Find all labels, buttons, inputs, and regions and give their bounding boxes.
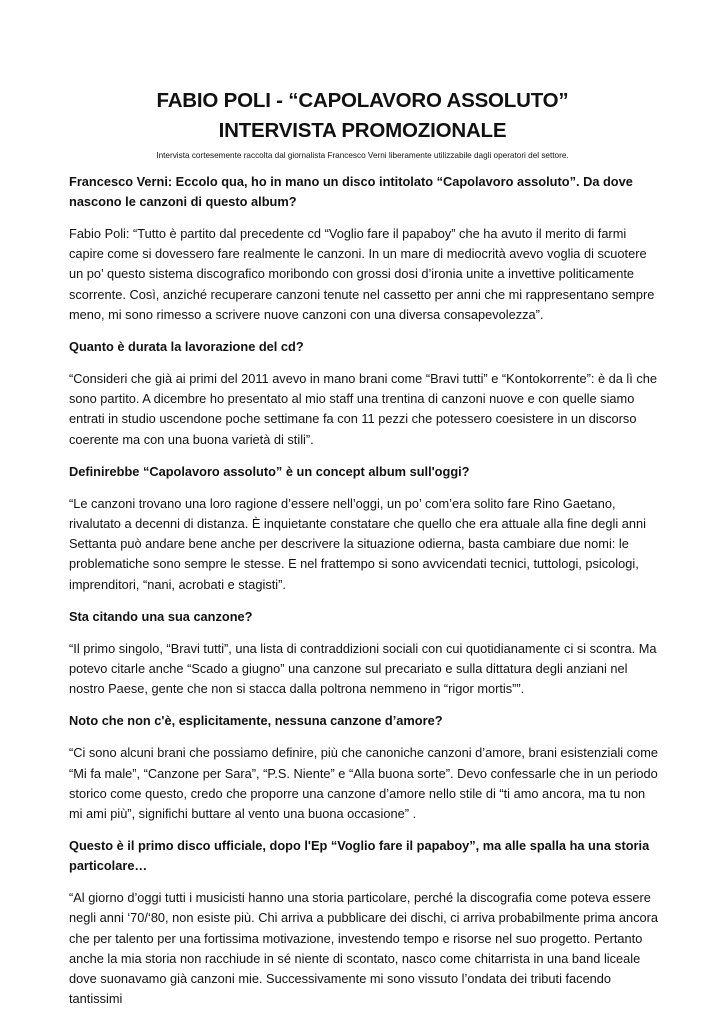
question-3: Definirebbe “Capolavoro assoluto” è un concept album sull'oggi? [69, 463, 470, 479]
question-5: Noto che non c'è, esplicitamente, nessuna canzone d’amore? [69, 713, 443, 729]
interview-body [69, 172, 659, 1021]
answer-2: “Consideri che già ai primi del 2011 avevo in mano brani come “Bravi tutti” e “Kontokorrente”: è da lì che sono partito. A dicembre ho presentato al mio staff una trentina di canzoni nuove e con quelle siamo entrati in studio uscendone poche settimane fa con 11 pezzi che potessero coesistere in un discorso coerente ma con una buona varietà di stili”. [69, 371, 657, 447]
answer-3: “Le canzoni trovano una loro ragione d’essere nell’oggi, un po’ com’era solito fare Rino Gaetano, rivalutato a decenni di distanza. È inquietante constatare che quello che era attuale alla fine degli anni Settanta può andare bene anche per descrivere la situazione odierna, basta cambiare due nomi: le problematiche sono sempre le stesse. E nel frattempo si sono avvicendati tecnici, tuttologi, psicologi, imprenditori, “nani, acrobati e stagisti”. [69, 495, 646, 592]
answer-6: “Al giorno d’oggi tutti i musicisti hanno una storia particolare, perché la discografia come poteva essere negli anni ‘70/‘80, non esiste più. Chi arriva a pubblicare dei dischi, ci arriva probabilmente prima ancora che per talento per una fortissima motivazione, investendo tempo e risorse nel suo progetto. Pertanto anche la mia storia non racchiude in sé niente di scontato, nasco come chitarrista in una band liceale dove suonavamo già canzoni mie. Successivamente mi sono vissuto l’ondata dei tributi facendo tantissimi [69, 890, 658, 1007]
question-1: Francesco Verni: Eccolo qua, ho in mano un disco intitolato “Capolavoro assoluto”. Da dove nascono le canzoni di questo album? [69, 174, 633, 209]
document-title: FABIO POLI - “CAPOLAVORO ASSOLUTO” [156, 89, 569, 112]
answer-5: “Ci sono alcuni brani che possiamo definire, più che canoniche canzoni d’amore, brani esistenziali come “Mi fa male”, “Canzone per Sara”, “P.S. Niente” e “Alla buona sorte”. Devo confessarle che in un periodo storico come questo, credo che proporre una canzone d’amore nello stile di “ti amo ancora, ma tu non mi ami più”, significhi buttare al vento una buona occasione” . [69, 745, 658, 822]
document-header [0, 86, 725, 162]
question-2: Quanto è durata la lavorazione del cd? [69, 339, 304, 355]
document-note: Intervista cortesemente raccolta dal giornalista Francesco Verni liberamente utilizzabile dagli operatori del settore. [156, 151, 569, 160]
question-4: Sta citando una sua canzone? [69, 608, 253, 624]
answer-4: “Il primo singolo, “Bravi tutti”, una lista di contraddizioni sociali con cui quotidianamente ci si scontra. Ma potevo citarle anche “Scado a giugno” una canzone sul precariato e sulla dittatura degli anziani nel nostro Paese, gente che non si stacca dalla poltrona nemmeno in “rigor mortis””. [69, 640, 657, 697]
document-subtitle: INTERVISTA PROMOZIONALE [218, 119, 507, 142]
question-6: Questo è il primo disco ufficiale, dopo l'Ep “Voglio fare il papaboy”, ma alle spalla ha una storia particolare… [69, 838, 650, 874]
answer-1: Fabio Poli: “Tutto è partito dal precedente cd “Voglio fare il papaboy” che ha avuto il merito di farmi capire come si dovessero fare realmente le canzoni. In un mare di mediocrità avevo voglia di scuotere un po’ questo sistema discografico moribondo con grossi dosi d’ironia unite a invettive politicamente scorrente. Così, anziché recuperare canzoni tenute nel cassetto per anni che mi rappresentano sempre meno, mi sono rimesso a scrivere nuove canzoni con una diversa consapevolezza”. [69, 226, 655, 322]
